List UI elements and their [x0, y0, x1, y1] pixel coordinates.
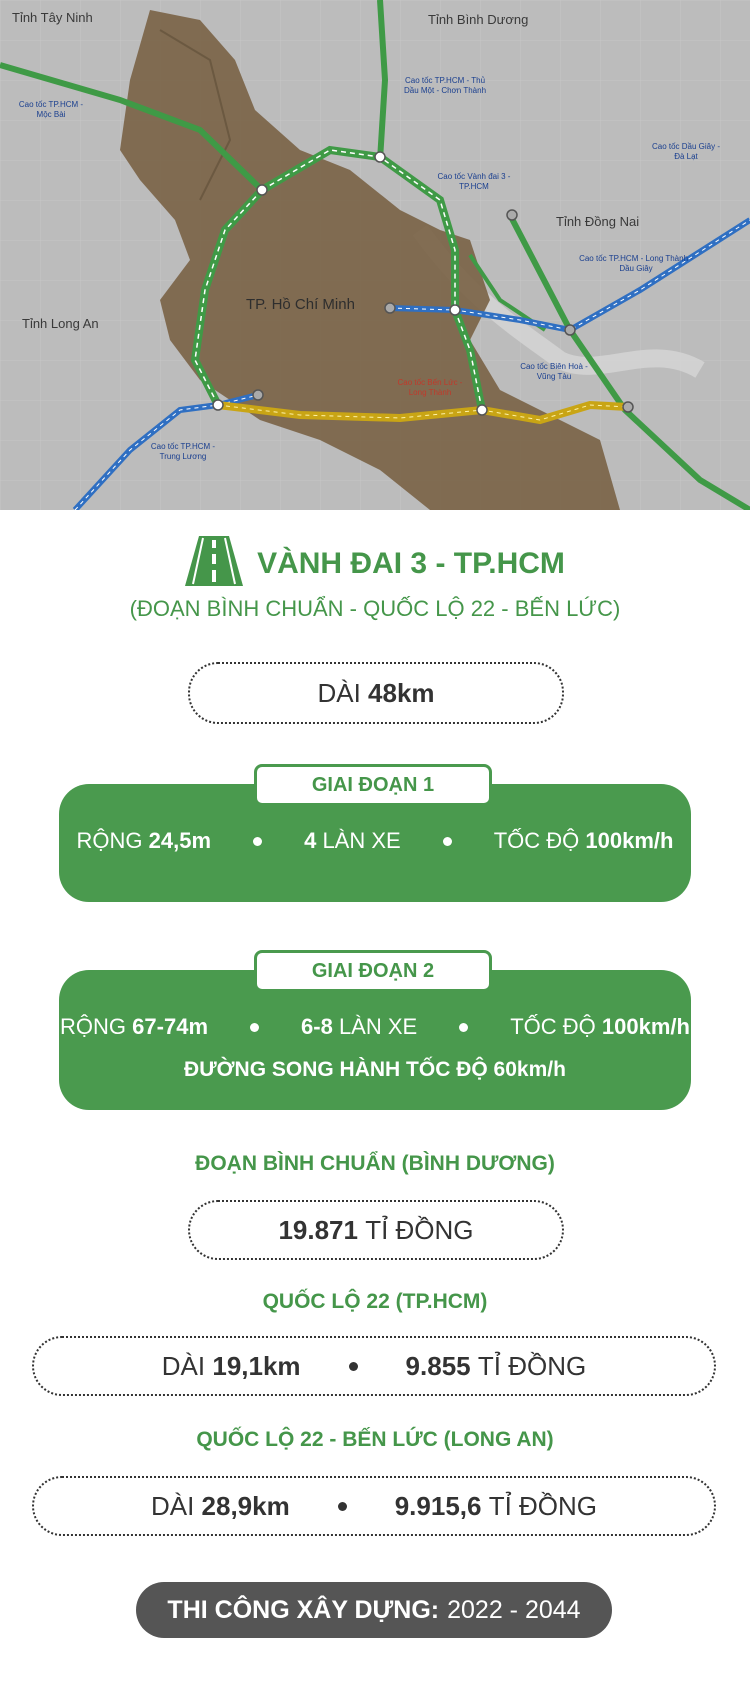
label-tay-ninh: Tỉnh Tây Ninh	[12, 10, 93, 25]
phase-2-speed-label: TỐC ĐỘ	[510, 1014, 596, 1039]
phase-1-tab: GIAI ĐOẠN 1	[254, 764, 492, 806]
label-route-moc-bai: Cao tốc TP.HCM - Mộc Bài	[18, 100, 84, 119]
segment-2-length-label: DÀI	[161, 1350, 206, 1381]
phase-1-lanes-label: LÀN XE	[322, 828, 401, 853]
segment-3-box	[32, 1476, 716, 1536]
phase-2-tab: GIAI ĐOẠN 2	[254, 950, 492, 992]
segment-1-cost-value: 19.871	[278, 1214, 358, 1245]
segment-3-length-value: 28,9km	[201, 1490, 290, 1521]
label-route-ring3: Cao tốc Vành đai 3 - TP.HCM	[437, 172, 511, 191]
separator-dot	[253, 837, 262, 846]
label-route-ben-luc: Cao tốc Bến Lức - Long Thành	[397, 378, 463, 397]
construction-label: THI CÔNG XÂY DỰNG:	[167, 1595, 440, 1624]
label-city: TP. Hồ Chí Minh	[246, 296, 355, 313]
separator-dot	[250, 1023, 259, 1032]
segment-1-box	[188, 1200, 564, 1260]
phase-2-width-value: 67-74m	[132, 1014, 209, 1039]
phase-1-speed-value: 100km/h	[585, 828, 674, 853]
segment-3-title: QUỐC LỘ 22 - BẾN LỨC (LONG AN)	[196, 1428, 554, 1451]
label-route-trung-luong: Cao tốc TP.HCM - Trung Lương	[150, 442, 216, 461]
title-row	[0, 536, 750, 591]
segment-1-cost-unit: TỈ ĐỒNG	[365, 1214, 474, 1245]
segment-3-cost-unit: TỈ ĐỒNG	[488, 1490, 598, 1521]
label-route-bien-hoa: Cao tốc Biên Hoà - Vũng Tàu	[520, 362, 588, 381]
segment-2-cost-unit: TỈ ĐỒNG	[477, 1350, 587, 1381]
segment-1-title: ĐOẠN BÌNH CHUẨN (BÌNH DƯƠNG)	[195, 1152, 555, 1175]
length-value: 48km	[368, 677, 435, 708]
phase-1-width-value: 24,5m	[148, 828, 212, 853]
phase-1-specs	[59, 828, 691, 854]
phase-1-lanes-value: 4	[304, 828, 317, 853]
label-long-an: Tỉnh Long An	[22, 316, 99, 331]
phase-2-lanes-label: LÀN XE	[338, 1014, 418, 1039]
phase-2-parallel-road: ĐƯỜNG SONG HÀNH TỐC ĐỘ 60km/h	[184, 1058, 566, 1081]
separator-dot	[459, 1023, 468, 1032]
construction-period-badge	[136, 1582, 612, 1638]
separator-dot	[338, 1502, 347, 1511]
separator-dot	[443, 837, 452, 846]
separator-dot	[349, 1362, 358, 1371]
construction-years: 2022 - 2044	[447, 1595, 581, 1624]
segment-2-length-value: 19,1km	[212, 1350, 301, 1381]
road-icon	[185, 536, 243, 591]
label-dong-nai: Tỉnh Đồng Nai	[556, 214, 640, 229]
phase-1-width-label: RỘNG	[76, 828, 143, 853]
label-route-long-thanh: Cao tốc TP.HCM - Long Thành - Dầu Giây	[579, 254, 693, 273]
phase-2-speed-value: 100km/h	[601, 1014, 690, 1039]
segment-2-title: QUỐC LỘ 22 (TP.HCM)	[262, 1290, 488, 1313]
segment-2-cost-value: 9.855	[405, 1350, 471, 1381]
label-binh-duong: Tỉnh Bình Dương	[428, 12, 529, 27]
phase-2-width-label: RỘNG	[60, 1014, 127, 1039]
phase-2-lanes-value: 6-8	[301, 1014, 333, 1039]
page-title: VÀNH ĐAI 3 - TP.HCM	[257, 546, 565, 580]
phase-2-specs	[59, 1014, 691, 1040]
page-subtitle: (ĐOẠN BÌNH CHUẨN - QUỐC LỘ 22 - BẾN LỨC)	[129, 596, 621, 621]
segment-2-box	[32, 1336, 716, 1396]
route-map	[0, 0, 750, 510]
segment-3-length-label: DÀI	[150, 1490, 195, 1521]
label-route-dau-giay: Cao tốc Dầu Giây - Đà Lạt	[651, 142, 721, 161]
label-route-thu-dau-mot: Cao tốc TP.HCM - Thủ Dầu Một - Chơn Thành	[403, 76, 487, 95]
segment-3-cost-value: 9.915,6	[394, 1490, 482, 1521]
phase-1-speed-label: TỐC ĐỘ	[493, 828, 580, 853]
length-label: DÀI	[317, 677, 361, 708]
total-length-box	[188, 662, 564, 724]
